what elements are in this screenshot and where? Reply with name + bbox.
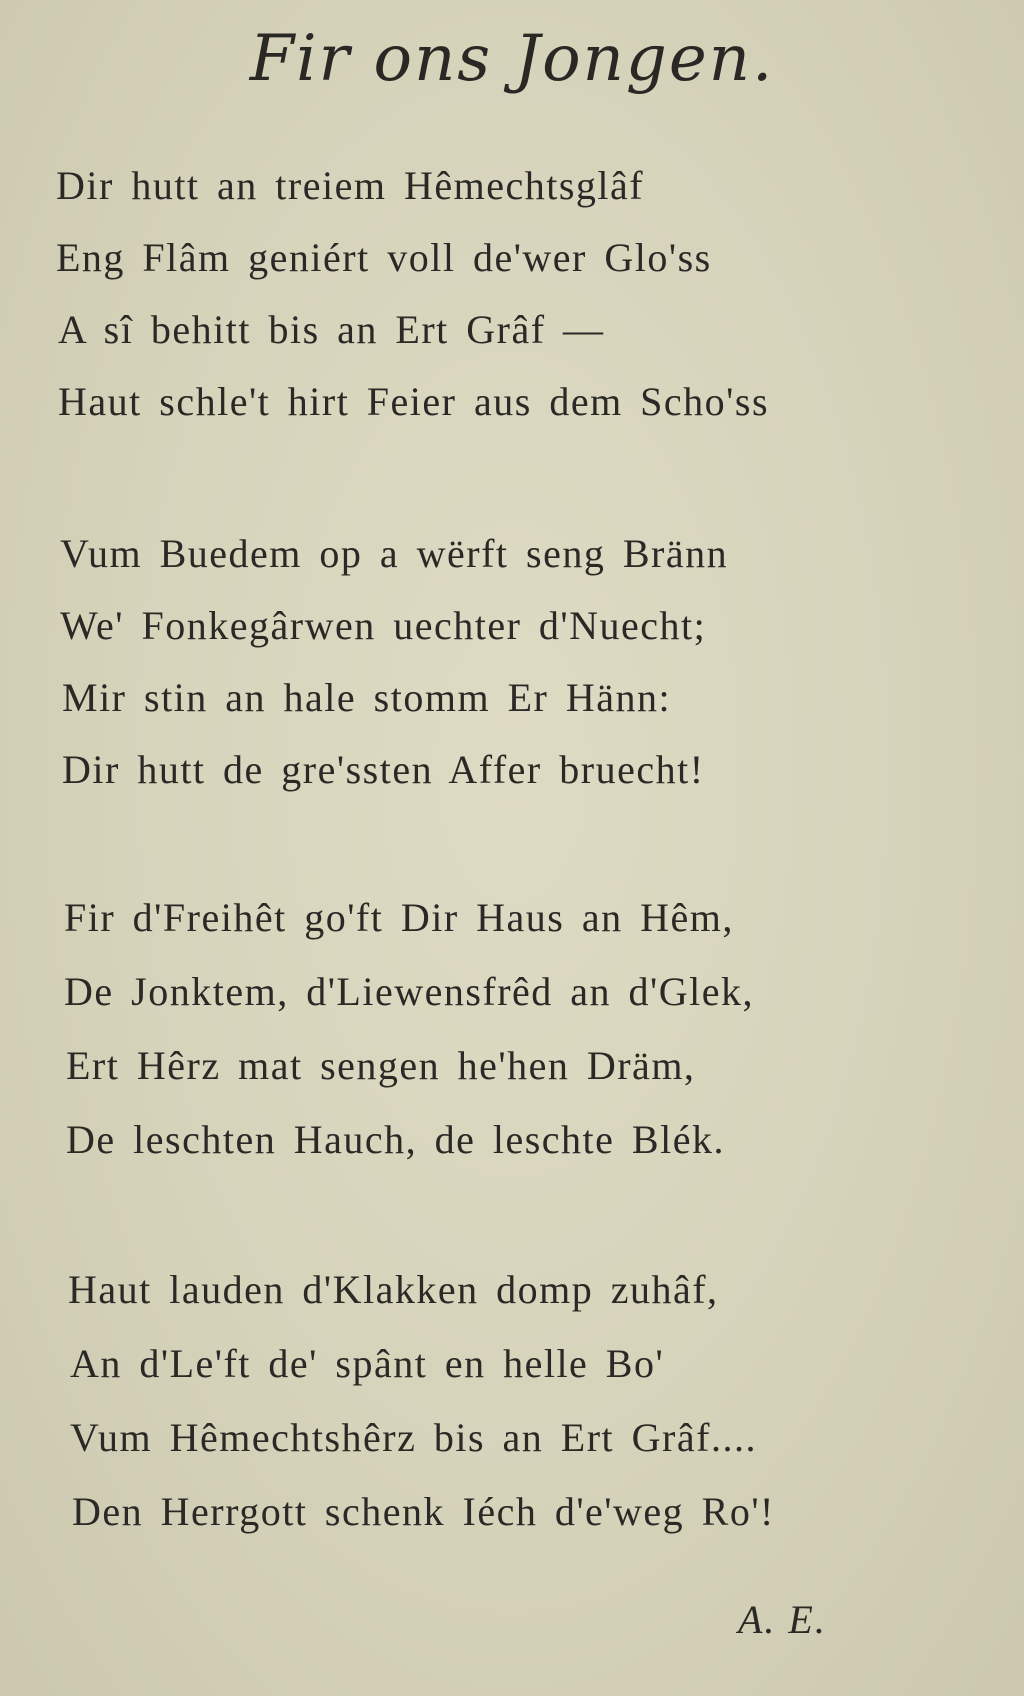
stanza-1-line-2: Eng Flâm geniért voll de'wer Glo'ss: [56, 235, 712, 280]
stanza-4-line-2: An d'Le'ft de' spânt en helle Bo': [70, 1341, 665, 1386]
stanza-2-line-1: Vum Buedem op a wërft seng Bränn: [60, 531, 729, 576]
stanza-3-line-1: Fir d'Freihêt go'ft Dir Haus an Hêm,: [64, 895, 734, 940]
stanza-4-line-4: Den Herrgott schenk Iéch d'e'weg Ro'!: [72, 1489, 775, 1534]
stanza-2-line-2: We' Fonkegârwen uechter d'Nuecht;: [60, 603, 707, 648]
stanza-2-line-4: Dir hutt de gre'ssten Affer bruecht!: [62, 747, 705, 792]
author-initials: A. E.: [738, 1597, 827, 1642]
stanza-4-line-1: Haut lauden d'Klakken domp zuhâf,: [68, 1267, 719, 1312]
stanza-3-line-4: De leschten Hauch, de leschte Blék.: [66, 1117, 725, 1162]
poem-title: Fir ons Jongen.: [249, 22, 775, 96]
stanza-4-line-3: Vum Hêmechtshêrz bis an Ert Grâf....: [70, 1415, 757, 1460]
stanza-2-line-3: Mir stin an hale stomm Er Hänn:: [62, 675, 672, 720]
stanza-3-line-2: De Jonktem, d'Liewensfrêd an d'Glek,: [64, 969, 755, 1014]
stanza-1-line-3: A sî behitt bis an Ert Grâf —: [58, 307, 605, 352]
stanza-1-line-1: Dir hutt an treiem Hêmechtsglâf: [56, 163, 645, 208]
stanza-3-line-3: Ert Hêrz mat sengen he'hen Dräm,: [66, 1043, 696, 1088]
stanza-1-line-4: Haut schle't hirt Feier aus dem Scho'ss: [58, 379, 770, 424]
